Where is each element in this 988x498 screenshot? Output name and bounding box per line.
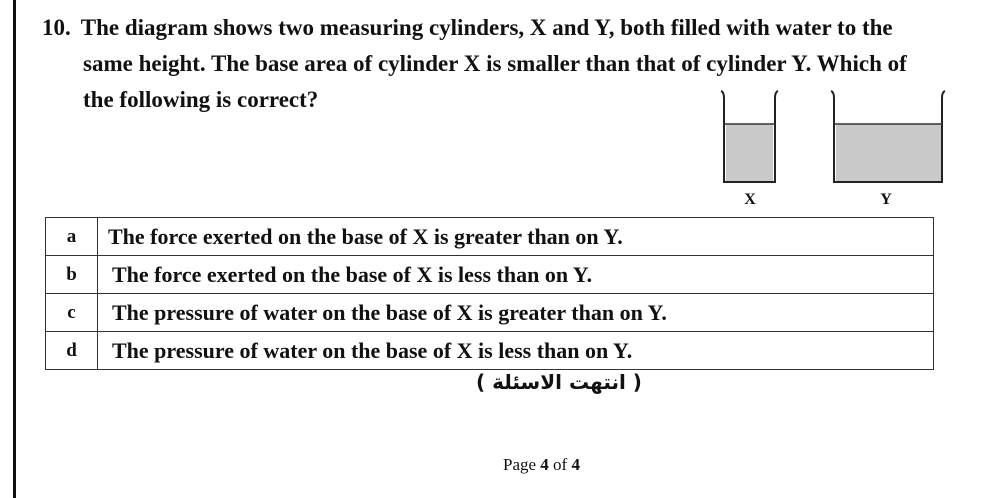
cylinder-y (831, 91, 945, 182)
option-row-a[interactable] (46, 218, 934, 256)
option-row-d[interactable] (46, 332, 934, 370)
end-of-questions-note: ( انتهت الاسئلة ) (476, 370, 642, 394)
page-left-border (13, 0, 16, 498)
option-letter: d (46, 332, 98, 370)
option-text: The force exerted on the base of X is greater than on Y. (98, 218, 934, 256)
cylinder-y-water (836, 124, 942, 182)
answer-options-table (45, 217, 934, 370)
option-letter: b (46, 256, 98, 294)
option-text: The force exerted on the base of X is less than on Y. (98, 256, 934, 294)
cylinder-x-label: X (744, 191, 756, 208)
question-number: 10. (42, 15, 71, 40)
page-total: 4 (571, 455, 580, 474)
page-number: Page 4 of 4 (503, 455, 580, 474)
option-text: The pressure of water on the base of X is less than on Y. (98, 332, 934, 370)
option-letter: c (46, 294, 98, 332)
question-line-3: the following is correct? (83, 87, 319, 112)
question-line-1: 10. The diagram shows two measuring cylinders, X and Y, both filled with water to the (42, 15, 893, 40)
cylinder-x (721, 91, 778, 182)
option-row-c[interactable] (46, 294, 934, 332)
cylinder-y-label: Y (880, 191, 892, 208)
option-row-b[interactable] (46, 256, 934, 294)
option-letter: a (46, 218, 98, 256)
page-current: 4 (540, 455, 549, 474)
option-text: The pressure of water on the base of X is greater than on Y. (98, 294, 934, 332)
cylinders-diagram (718, 88, 958, 213)
cylinder-x-water (726, 124, 773, 182)
question-line-2: same height. The base area of cylinder X is smaller than that of cylinder Y. Which of (83, 51, 907, 76)
